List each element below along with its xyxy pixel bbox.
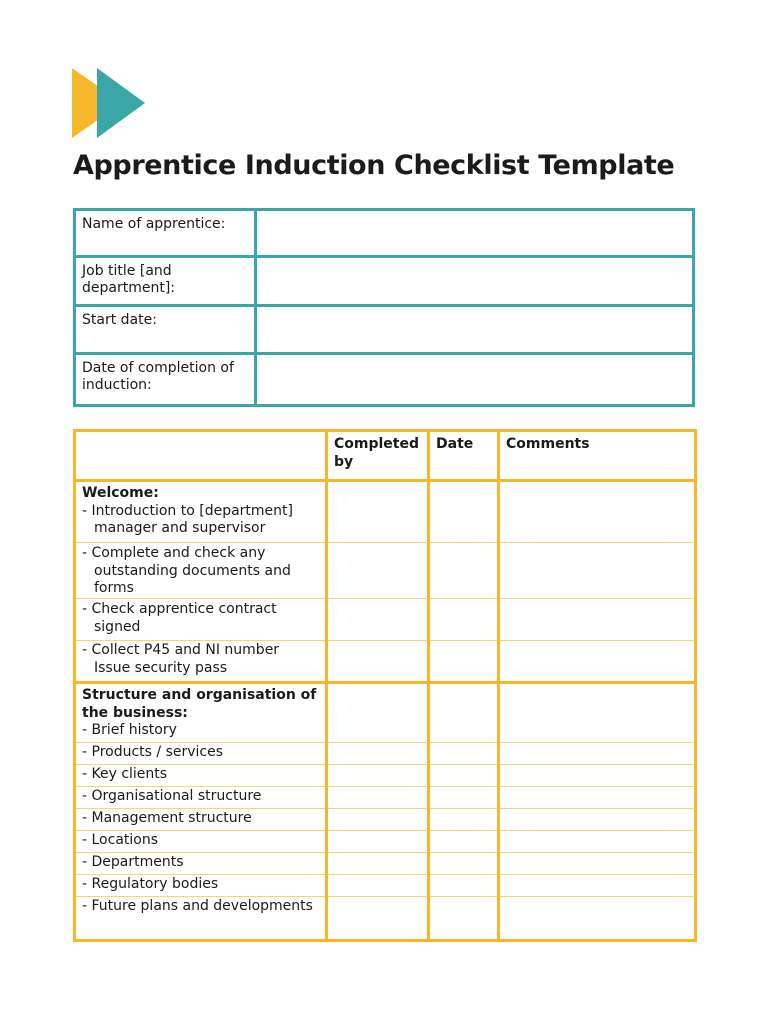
item-label: - Introduction to [department] manager and supervisor bbox=[82, 502, 293, 536]
checklist-item bbox=[75, 853, 327, 875]
checklist-item bbox=[75, 831, 327, 853]
checklist-header-completed-by: Completed by bbox=[327, 431, 429, 481]
completed-by-cell[interactable] bbox=[327, 481, 429, 543]
section-title-welcome: Welcome: bbox=[82, 485, 159, 501]
info-field-job-title[interactable] bbox=[256, 257, 694, 306]
item-label: Issue security pass bbox=[94, 659, 228, 676]
completed-by-cell[interactable] bbox=[327, 765, 429, 787]
info-label-completion-date: Date of completion of induction: bbox=[75, 354, 256, 406]
checklist-item bbox=[75, 809, 327, 831]
double-play-arrows-icon bbox=[72, 68, 146, 138]
checklist-item bbox=[75, 543, 327, 599]
completed-by-cell[interactable] bbox=[327, 853, 429, 875]
date-cell[interactable] bbox=[429, 743, 499, 765]
comments-cell[interactable] bbox=[499, 765, 696, 787]
checklist-item bbox=[75, 743, 327, 765]
checklist-item bbox=[75, 897, 327, 941]
completed-by-cell[interactable] bbox=[327, 599, 429, 641]
completed-by-cell[interactable] bbox=[327, 743, 429, 765]
completed-by-cell[interactable] bbox=[327, 641, 429, 683]
comments-cell[interactable] bbox=[499, 481, 696, 543]
date-cell[interactable] bbox=[429, 481, 499, 543]
checklist-item bbox=[75, 875, 327, 897]
apprentice-info-table bbox=[73, 208, 695, 407]
item-label: - Future plans and developments bbox=[82, 898, 313, 914]
comments-cell[interactable] bbox=[499, 875, 696, 897]
info-label-name: Name of apprentice: bbox=[75, 210, 256, 257]
info-field-start-date[interactable] bbox=[256, 306, 694, 354]
checklist-item bbox=[75, 599, 327, 641]
checklist-item bbox=[75, 481, 327, 543]
info-field-name[interactable] bbox=[256, 210, 694, 257]
item-label: - Locations bbox=[82, 832, 159, 848]
checklist-item bbox=[75, 641, 327, 683]
checklist-item bbox=[75, 787, 327, 809]
date-cell[interactable] bbox=[429, 683, 499, 743]
date-cell[interactable] bbox=[429, 809, 499, 831]
comments-cell[interactable] bbox=[499, 831, 696, 853]
checklist-item bbox=[75, 683, 327, 743]
comments-cell[interactable] bbox=[499, 853, 696, 875]
item-label: - Key clients bbox=[82, 766, 168, 782]
item-label: - Brief history bbox=[82, 722, 177, 738]
info-field-completion-date[interactable] bbox=[256, 354, 694, 406]
item-label: - Organisational structure bbox=[82, 788, 262, 804]
completed-by-cell[interactable] bbox=[327, 831, 429, 853]
checklist-header-date: Date bbox=[429, 431, 499, 481]
item-label: - Departments bbox=[82, 854, 184, 870]
completed-by-cell[interactable] bbox=[327, 787, 429, 809]
comments-cell[interactable] bbox=[499, 743, 696, 765]
item-label: - Management structure bbox=[82, 810, 252, 826]
item-label: - Complete and check any outstanding documents and forms bbox=[82, 545, 291, 596]
info-label-start-date: Start date: bbox=[75, 306, 256, 354]
date-cell[interactable] bbox=[429, 543, 499, 599]
comments-cell[interactable] bbox=[499, 641, 696, 683]
item-label: - Regulatory bodies bbox=[82, 876, 219, 892]
comments-cell[interactable] bbox=[499, 683, 696, 743]
comments-cell[interactable] bbox=[499, 897, 696, 941]
section-title-structure: Structure and organisation of the business: bbox=[82, 687, 317, 721]
date-cell[interactable] bbox=[429, 787, 499, 809]
induction-checklist-table bbox=[73, 429, 697, 942]
page-title: Apprentice Induction Checklist Template bbox=[73, 150, 675, 181]
checklist-header-task bbox=[75, 431, 327, 481]
completed-by-cell[interactable] bbox=[327, 543, 429, 599]
info-label-job-title: Job title [and department]: bbox=[75, 257, 256, 306]
item-label: - Products / services bbox=[82, 744, 224, 760]
item-label: - Check apprentice contract signed bbox=[82, 601, 277, 635]
date-cell[interactable] bbox=[429, 853, 499, 875]
completed-by-cell[interactable] bbox=[327, 875, 429, 897]
item-label: - Collect P45 and NI number bbox=[82, 642, 280, 658]
completed-by-cell[interactable] bbox=[327, 683, 429, 743]
checklist-item bbox=[75, 765, 327, 787]
comments-cell[interactable] bbox=[499, 809, 696, 831]
date-cell[interactable] bbox=[429, 831, 499, 853]
date-cell[interactable] bbox=[429, 599, 499, 641]
completed-by-cell[interactable] bbox=[327, 809, 429, 831]
comments-cell[interactable] bbox=[499, 599, 696, 641]
comments-cell[interactable] bbox=[499, 543, 696, 599]
date-cell[interactable] bbox=[429, 641, 499, 683]
comments-cell[interactable] bbox=[499, 787, 696, 809]
date-cell[interactable] bbox=[429, 765, 499, 787]
checklist-header-comments: Comments bbox=[499, 431, 696, 481]
completed-by-cell[interactable] bbox=[327, 897, 429, 941]
date-cell[interactable] bbox=[429, 875, 499, 897]
date-cell[interactable] bbox=[429, 897, 499, 941]
